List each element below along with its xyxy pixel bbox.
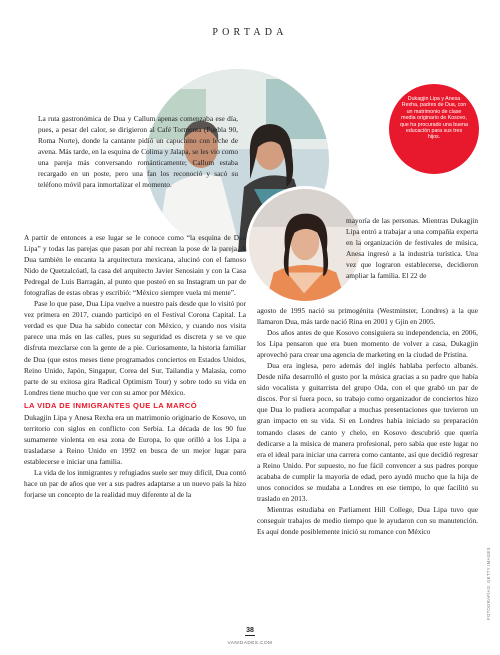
photo-credit: FOTOGRAFÍAS: GETTY IMAGES <box>486 547 491 620</box>
body-paragraph: La ruta gastronómica de Dua y Callum apenas comenzaba ese día, pues, a pesar del calor, se dirigieron al Café Tormenta (Puebla 90, Roma Norte), donde la cantante pidió un capuchino con leche de avena. Más tarde, en la esquina de Colima y Jalapa, se les vio como una pareja más conversando románticamente; Callum estaba recargado en un poste, pero una fan los reconoció y sacó su teléfono móvil para inmortalizar el momento. <box>38 114 238 190</box>
body-paragraph: A partir de entonces a ese lugar se le conoce como “la esquina de Dua Lipa” y todas las parejas que pasan por ahí recrean la pose de la pareja. A Dua también le encanta la arquitectura mexicana, alucinó con el famoso Nido de Quetzalcóatl, la casa del arquitecto Javier Senosiain y con la Casa Pedregal de Luis Barragán, al punto que posteó en su Instagram un par de fotografías de estas obras y escribió: “México siempre vuela mi mente”. <box>24 233 246 298</box>
body-column-right-top <box>346 215 478 281</box>
body-paragraph: Dukagjin Lipa y Anesa Rexha era un matrimonio originario de Kosovo, un territorio con siglos en conflicto con Serbia. La década de los 90 fue sumamente violenta en esa zona de Europa, lo que orilló a los Lipa a trasladarse a Reino Unido en 1992 en busca de un mejor lugar para establecerse e iniciar una familia. <box>24 412 246 466</box>
body-paragraph: Dua era inglesa, pero además del inglés hablaba perfecto albanés. Desde niña desarrolló el gusto por la música gracias a su padre que había sido vocalista y guitarrista del grupo Oda, con el que grabó un par de discos. Por si fuera poco, su trabajo como organizador de conciertos hizo que Dua lo pudiera acompañar a muchas presentaciones que tuvieron un gran impacto en su vida. Si en Londres había iniciado su preparación tomando clases de canto y chelo, en Kosovo descubrió que quería dedicarse a la música de manera profesional, pero sabía que este lugar no era el ideal para iniciar una carrera como cantante, así que decidió regresar a Reino Unido. Por supuesto, no fue fácil convencer a sus padres porque acababa de cumplir la mayoría de edad, pero ayudó mucho que la hija de unos conocidos se mudaba a Londres en ese tiempo, lo que facilitó su traslado en 2013. <box>257 361 478 503</box>
body-paragraph: agosto de 1995 nació su primogénita (Westminster, Londres) a la que llamaron Dua, más tarde nació Rina en 2001 y Gjin en 2005. <box>257 306 478 327</box>
body-paragraph: mayoría de las personas. Mientras Dukagjin Lipa entró a trabajar a una compañía experta en la organización de festivales de música, Anesa ingresó a la industria turística. Una vez que lograron establecerse, decidieron ampliar la familia. El 22 de <box>346 216 478 281</box>
section-subheading: LA VIDA DE INMIGRANTES QUE LA MARCÓ <box>24 400 198 410</box>
page-number: 38 <box>246 627 254 634</box>
body-column-right-bottom <box>257 305 478 537</box>
page-number-rule <box>245 635 255 636</box>
body-column-left-bottom <box>24 232 246 500</box>
body-paragraph: Dos años antes de que Kosovo consiguiera su independencia, en 2006, los Lipa pensaron que era buen momento de volver a casa, Dukagjin aprovechó para crear una agencia de marketing en la ciudad de Pristina. <box>257 328 478 360</box>
body-paragraph: Mientras estudiaba en Parliament Hill College, Dua Lipa tuvo que conseguir trabajos de medio tiempo que le ayudaron con su manutención. Es aquí donde posiblemente inició su romance con México <box>257 504 478 536</box>
photo-caption: Dukagjin Lipa y Anesa Rexha, padres de Dua, con un matrimonio de clase media originario de Kosovo, que ha procurado una buena educación para sus tres hijos. <box>389 84 479 174</box>
site-url: VANIDADES.COM <box>227 640 273 645</box>
body-paragraph: Pase lo que pase, Dua Lipa vuelve a nuestro país desde que lo visitó por vez primera en 2017, cuando participó en el Festival Corona Capital. La verdad es que Dua ha sabido conectar con México, y cuando nos visita parece una más en las calles, pues su seguridad es discreta y se ve que disfruta mezclarse con la gente de a pie. Curiosamente, la historia familiar de Dua (que estos meses tiene programados conciertos en Estados Unidos, Reino Unido, Japón, Singapur, Corea del Sur, Tailandia y Malasia, como parte de su exitosa gira Radical Optimism Tour) y sobre todo su vida en Londres tiene mucho que ver con su amor por México. <box>24 299 246 397</box>
body-paragraph: La vida de los inmigrantes y refugiados suele ser muy difícil, Dua contó hace un par de años que ver a sus padres adaptarse a un nuevo país la hizo forjarse un concepto de la realidad muy diferente al de la <box>24 467 246 500</box>
body-column-left-top <box>38 113 238 190</box>
section-title: PORTADA <box>212 27 288 38</box>
